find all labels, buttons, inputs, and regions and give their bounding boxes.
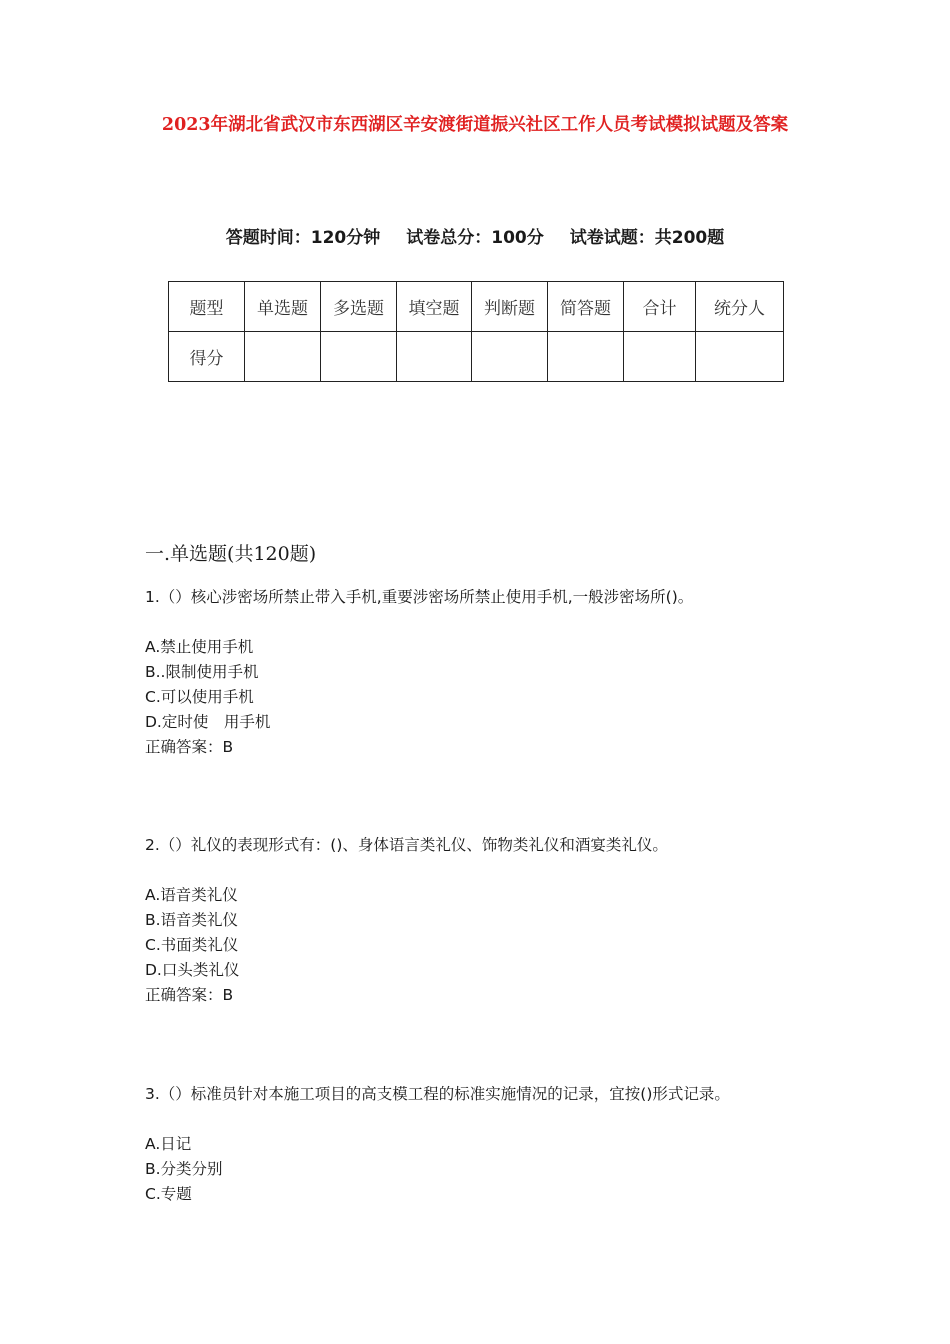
score-cell [624,332,696,382]
header-cell: 填空题 [397,282,472,332]
question-stem: 2.（）礼仪的表现形式有：()、身体语言类礼仪、饰物类礼仪和酒宴类礼仪。 [145,836,668,854]
option-c: C.书面类礼仪 [145,936,239,954]
option-a: A.语音类礼仪 [145,886,238,904]
score-table [168,281,784,382]
score-cell [397,332,472,382]
question-1 [145,585,693,760]
option-d: D.口头类礼仪 [145,961,240,979]
answer: 正确答案：B [145,986,234,1004]
document-title: 2023年湖北省武汉市东西湖区辛安渡街道振兴社区工作人员考试模拟试题及答案 [161,115,789,135]
header-cell: 多选题 [321,282,397,332]
option-b: B..限制使用手机 [145,663,259,681]
header-cell: 合计 [624,282,696,332]
score-cell [696,332,784,382]
question-stem: 1.（）核心涉密场所禁止带入手机,重要涉密场所禁止使用手机,一般涉密场所()。 [145,588,694,606]
score-table-score-row [169,332,784,382]
header-cell: 统分人 [696,282,784,332]
question-3 [145,1082,730,1207]
option-a: A.日记 [145,1135,192,1153]
score-cell [548,332,624,382]
header-cell: 单选题 [245,282,321,332]
question-options [145,1132,730,1207]
option-c: C.专题 [145,1185,192,1203]
exam-meta [100,226,850,250]
answer: 正确答案：B [145,738,234,756]
question-options [145,883,668,1008]
score-cell [321,332,397,382]
option-a: A.禁止使用手机 [145,638,254,656]
score-table-header-row [169,282,784,332]
option-c: C.可以使用手机 [145,688,254,706]
header-cell: 简答题 [548,282,624,332]
header-cell: 判断题 [472,282,548,332]
exam-total-questions: 试卷试题：共200题 [569,228,725,248]
question-options [145,635,693,760]
header-cell-type: 题型 [169,282,245,332]
option-d: D.定时使 用手机 [145,713,271,731]
option-b: B.语音类礼仪 [145,911,239,929]
score-cell [245,332,321,382]
score-cell [472,332,548,382]
exam-total-score: 试卷总分：100分 [406,228,544,248]
row-label-score: 得分 [169,332,245,382]
question-2 [145,833,668,1008]
option-b: B.分类分别 [145,1160,223,1178]
question-stem: 3.（）标准员针对本施工项目的高支模工程的标准实施情况的记录，宜按()形式记录。 [145,1085,730,1103]
exam-time: 答题时间：120分钟 [225,228,381,248]
section-heading: 一.单选题(共120题) [145,543,317,565]
